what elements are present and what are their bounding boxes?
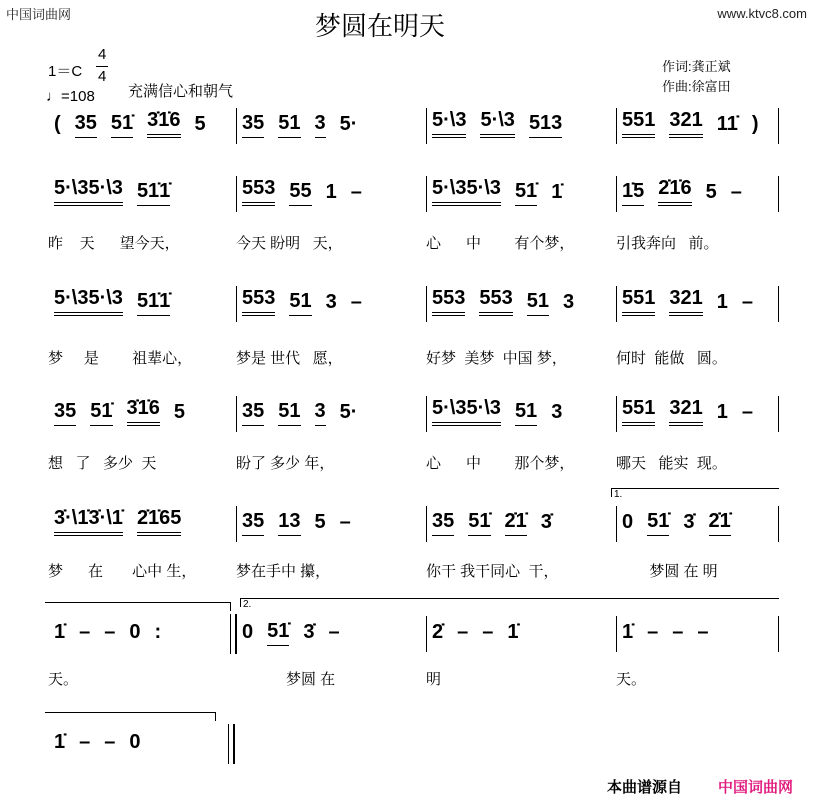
note-group: – (482, 621, 494, 643)
barline (616, 396, 617, 432)
note-group: 51 (278, 400, 300, 426)
note-group: 5 (314, 511, 326, 533)
measure (242, 287, 362, 316)
measure (54, 620, 161, 646)
note-group: 3̇ (683, 511, 695, 533)
volta-bracket-continued (45, 712, 216, 721)
measure (54, 287, 171, 316)
lyric-line: 天。 (616, 671, 647, 688)
note-group: 51 (527, 290, 549, 316)
time-signature-top: 4 (98, 46, 107, 63)
note-group: 5·\35·\3 (432, 397, 501, 426)
note-group: 2̇1̇65 (137, 507, 182, 536)
note-group: – (104, 621, 116, 643)
time-signature-bottom: 4 (98, 68, 107, 85)
time-signature-line (96, 66, 108, 67)
note-group: 13 (278, 510, 300, 536)
note-group: 1̇ (551, 181, 563, 203)
lyric-line: 梦在手中 攥， (236, 563, 331, 580)
note-group: – (697, 621, 709, 643)
measure (622, 177, 742, 206)
note-group: 51̇1̇ (137, 180, 170, 206)
note-group: 1̇5 (622, 180, 644, 206)
source-site-logo: 中国词曲网 (718, 779, 794, 796)
measure (432, 109, 563, 138)
note-group: 51 (289, 290, 311, 316)
note-group: 1 (716, 291, 728, 313)
lyric-line: 梦是 世代 愿， (236, 350, 343, 367)
note-group: 3 (315, 400, 326, 426)
note-group: 3 (563, 291, 575, 313)
measure (54, 507, 182, 536)
barline (236, 286, 237, 322)
measure (432, 287, 575, 316)
note-group: 3̇ (540, 511, 552, 533)
note-group: – (457, 621, 469, 643)
note-group: 1 (325, 181, 337, 203)
note-group: ( (54, 113, 61, 135)
measure (432, 397, 563, 426)
note-group: – (741, 291, 753, 313)
note-group: 51 (278, 112, 300, 138)
barline (616, 286, 617, 322)
measure (432, 177, 563, 206)
note-group: 51̇1̇ (137, 290, 170, 316)
measure (622, 397, 753, 426)
lyric-line: 昨 天 望今天， (48, 235, 180, 252)
lyric-line: 心 中 有个梦， (426, 235, 575, 252)
note-group: 51̇ (647, 510, 669, 536)
composer-credit: 作曲:徐富田 (662, 79, 731, 94)
lyric-line: 今天 盼明 天， (236, 235, 343, 252)
measure (54, 397, 185, 426)
lyric-line: 心 中 那个梦， (426, 455, 575, 472)
note-group: – (79, 621, 91, 643)
note-group: 11̇ (716, 113, 738, 135)
note-group: 35 (432, 510, 454, 536)
volta-bracket (611, 488, 779, 500)
barline (426, 616, 427, 652)
note-group: 5·\3 (480, 109, 514, 138)
note-group: 51̇ (90, 400, 112, 426)
lyric-line: 梦 在 心中 生， (48, 563, 197, 580)
note-group: 5 (194, 113, 206, 135)
note-group: 51̇ (515, 180, 537, 206)
note-group: – (350, 181, 362, 203)
note-group: 0 (129, 731, 141, 753)
barline (236, 108, 237, 144)
note-group: 551 (622, 287, 655, 316)
note-group: 3̇·\1̇3̇·\1̇ (54, 507, 123, 536)
note-group: 35 (242, 510, 264, 536)
note-group: 553 (242, 177, 275, 206)
barline (236, 506, 237, 542)
volta-bracket (240, 598, 779, 610)
barline (426, 176, 427, 212)
site-logo-left: 中国词曲网 (6, 7, 72, 22)
volta-number: 1. (614, 489, 623, 500)
note-group: 35 (54, 400, 76, 426)
note-group: 2̇1̇ (709, 510, 731, 536)
barline (426, 396, 427, 432)
measure (242, 620, 340, 646)
note-group: 551 (622, 109, 655, 138)
note-group: – (730, 181, 742, 203)
measure (242, 510, 351, 536)
lyric-line: 梦圆 在 明 (616, 563, 718, 580)
key-signature: 1＝C (48, 63, 83, 80)
note-group: 2̇1̇6 (658, 177, 691, 206)
barline (616, 616, 617, 652)
note-group: 5·\35·\3 (432, 177, 501, 206)
note-group: – (339, 511, 351, 533)
note-group: 3 (551, 401, 563, 423)
lyric-line: 梦圆 在 (236, 671, 336, 688)
note-group: – (79, 731, 91, 753)
barline (236, 176, 237, 212)
note-group: 1 (716, 401, 728, 423)
barline (616, 506, 617, 542)
note-group: 2̇ (432, 621, 444, 643)
expression-marking: 充满信心和朝气 (128, 83, 234, 100)
barline (426, 506, 427, 542)
note-group: – (328, 621, 340, 643)
measure (54, 109, 206, 138)
note-group: – (672, 621, 684, 643)
note-group: 321 (669, 109, 702, 138)
barline (778, 396, 779, 432)
note-group: 1̇ (622, 621, 634, 643)
lyric-line: 梦 是 祖辈心， (48, 350, 193, 367)
note-group: 35 (75, 112, 97, 138)
note-group: 5 (705, 181, 717, 203)
note-group: : (154, 621, 162, 643)
note-group: 0 (622, 511, 634, 533)
tempo-marking: ♩=108 (46, 88, 95, 105)
note-group: 553 (242, 287, 275, 316)
measure (622, 287, 753, 316)
lyric-line: 引我奔向 前。 (616, 235, 719, 252)
note-group: – (741, 401, 753, 423)
site-url: www.ktvc8.com (717, 6, 807, 21)
lyric-line: 哪天 能实 现。 (616, 455, 727, 472)
lyric-line: 何时 能做 圆。 (616, 350, 727, 367)
note-group: 1̇ (507, 621, 519, 643)
note-group: 3 (325, 291, 337, 313)
note-group: 35 (242, 112, 264, 138)
note-group: 321 (669, 397, 702, 426)
barline (616, 176, 617, 212)
barline (778, 506, 779, 542)
note-group: 51̇ (111, 112, 133, 138)
note-group: 35 (242, 400, 264, 426)
measure (242, 177, 362, 206)
note-group: 5·\3 (432, 109, 466, 138)
lyric-line: 明 (426, 671, 442, 688)
note-group: 5· (339, 113, 358, 135)
lyric-line: 你干 我干同心 干， (426, 563, 559, 580)
repeat-end-barline (230, 614, 237, 654)
barline (236, 396, 237, 432)
song-title: 梦圆在明天 (314, 12, 445, 42)
note-group: 5·\35·\3 (54, 287, 123, 316)
note-group: 5·\35·\3 (54, 177, 123, 206)
source-label: 本曲谱源自 (607, 779, 683, 796)
final-barline (228, 724, 235, 764)
volta-bracket-continued (45, 602, 231, 611)
note-group: – (350, 291, 362, 313)
measure (622, 109, 759, 138)
note-group: 5· (339, 401, 358, 423)
barline (778, 286, 779, 322)
note-group: 3̇1̇6 (147, 109, 180, 138)
measure (622, 620, 709, 646)
measure (622, 510, 731, 536)
measure (432, 510, 552, 536)
barline (426, 108, 427, 144)
note-group: – (104, 731, 116, 753)
note-group: 2̇1̇ (505, 510, 527, 536)
note-group: 55 (289, 180, 311, 206)
barline (616, 108, 617, 144)
measure (54, 730, 141, 756)
volta-number: 2. (243, 599, 252, 610)
note-group: 553 (479, 287, 512, 316)
barline (778, 108, 779, 144)
measure (242, 112, 357, 138)
measure (242, 400, 357, 426)
barline (778, 616, 779, 652)
note-group: 553 (432, 287, 465, 316)
lyric-line: 好梦 美梦 中国 梦， (426, 350, 567, 367)
note-group: 0 (242, 621, 254, 643)
note-group: ) (751, 113, 759, 135)
note-group: 1̇ (54, 621, 66, 643)
note-group: 3 (315, 112, 326, 138)
measure (432, 620, 519, 646)
lyric-line: 盼了 多少 年， (236, 455, 335, 472)
note-group: – (647, 621, 659, 643)
lyricist-credit: 作词:龚正斌 (662, 59, 731, 74)
note-group: 551 (622, 397, 655, 426)
barline (778, 176, 779, 212)
note-group: 0 (129, 621, 141, 643)
note-group: 1̇ (54, 731, 66, 753)
barline (426, 286, 427, 322)
note-group: 513 (529, 112, 562, 138)
note-group: 51 (515, 400, 537, 426)
note-group: 51̇ (468, 510, 490, 536)
note-group: 51̇ (267, 620, 289, 646)
note-group: 3̇ (303, 621, 315, 643)
lyric-line: 想 了 多少 天 (48, 455, 157, 472)
note-group: 5 (173, 401, 185, 423)
lyric-line: 天。 (48, 671, 79, 688)
note-group: 321 (669, 287, 702, 316)
note-group: 3̇1̇6 (127, 397, 160, 426)
measure (54, 177, 171, 206)
